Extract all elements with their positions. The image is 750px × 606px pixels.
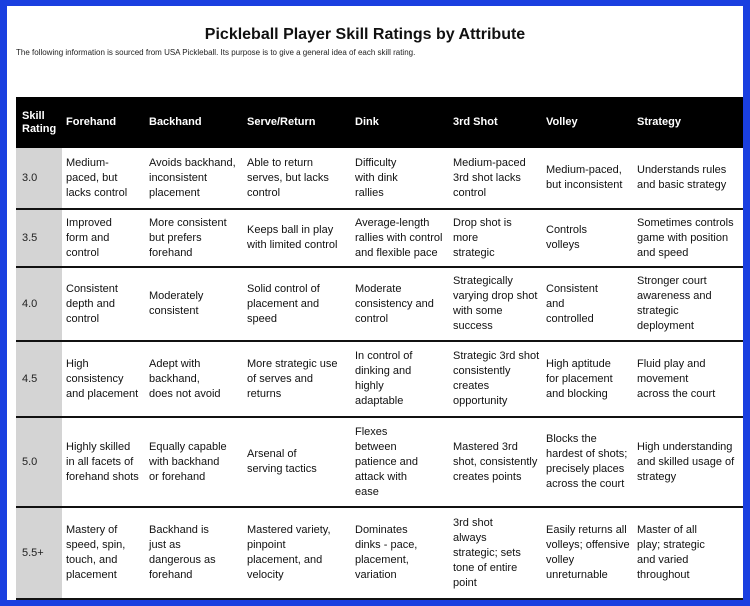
table-cell: In control of dinking and highly adaptable	[355, 350, 413, 407]
table-cell: Adept with backhand, does not avoid	[149, 357, 221, 400]
rating-cell: 5.5+	[16, 508, 62, 598]
table-row	[16, 268, 743, 340]
table-cell: Dominates dinks - pace, placement, variation	[355, 524, 418, 581]
table-cell: Easily returns all volleys; offensive volley unreturnable	[546, 524, 630, 581]
table-cell: Blocks the hardest of shots; precisely places across the court	[546, 433, 628, 490]
table-cell: Mastered variety, pinpoint placement, and velocity	[247, 524, 331, 581]
table-cell: Highly skilled in all facets of forehand shots	[66, 440, 139, 483]
rating-cell: 3.5	[16, 210, 62, 266]
table-cell: Backhand is just as dangerous as forehand	[149, 524, 216, 581]
column-header-strategy: Strategy	[637, 116, 682, 128]
table-cell: More consistent but prefers forehand	[149, 216, 227, 259]
table-row	[16, 342, 743, 416]
column-header-3rd-shot: 3rd Shot	[453, 116, 498, 128]
table-cell: High consistency and placement	[66, 357, 139, 400]
table-cell: Fluid play and movement across the court	[637, 357, 716, 400]
rating-cell: 4.0	[16, 268, 62, 340]
table-cell: Master of all play; strategic and varied throughout	[637, 524, 705, 581]
table-cell: Equally capable with backhand or forehand	[149, 440, 227, 483]
table-cell: 3rd shot always strategic; sets tone of entire point	[453, 516, 521, 589]
table-cell: High understanding and skilled usage of strategy	[637, 440, 735, 483]
table-cell: Flexes between patience and attack with ease	[355, 425, 418, 498]
rating-cell: 3.0	[16, 148, 62, 208]
table-cell: Consistent depth and control	[66, 282, 118, 325]
table-cell: Keeps ball in play with limited control	[247, 224, 338, 251]
table-cell: High aptitude for placement and blocking	[546, 357, 613, 400]
table-cell: Average-length rallies with control and flexible pace	[355, 216, 443, 259]
table-cell: Strategic 3rd shot consistently creates opportunity	[453, 350, 540, 407]
column-header-dink: Dink	[355, 116, 379, 128]
table-row	[16, 508, 743, 598]
column-header-skill-rating: Skill Rating	[22, 109, 57, 135]
table-cell: More strategic use of serves and returns	[247, 357, 338, 400]
table-cell: Solid control of placement and speed	[247, 282, 320, 325]
rating-cell: 5.0	[16, 418, 62, 506]
column-header-volley: Volley	[546, 116, 578, 128]
row-divider	[16, 598, 743, 600]
table-cell: Controls volleys	[546, 224, 587, 251]
table-cell: Moderate consistency and control	[355, 282, 434, 325]
column-header-backhand: Backhand	[149, 116, 202, 128]
table-cell: Able to return serves, but lacks control	[247, 156, 329, 199]
table-cell: Medium-paced, but inconsistent	[546, 164, 623, 191]
table-cell: Sometimes controls game with position and speed	[637, 216, 734, 259]
table-cell: Improved form and control	[66, 216, 112, 259]
table-cell: Drop shot is more strategic	[453, 216, 512, 259]
table-cell: Medium-paced 3rd shot lacks control	[453, 156, 526, 199]
table-cell: Stronger court awareness and strategic deployment	[637, 275, 712, 332]
table-cell: Avoids backhand, inconsistent placement	[149, 156, 236, 199]
column-header-forehand: Forehand	[66, 116, 117, 128]
table-row	[16, 210, 743, 266]
table-row	[16, 418, 743, 506]
table-cell: Mastered 3rd shot, consistently creates points	[453, 440, 538, 483]
document-page	[7, 6, 743, 600]
table-cell: Arsenal of serving tactics	[247, 448, 317, 475]
table-cell: Medium- paced, but lacks control	[66, 156, 128, 199]
page-subtitle: The following information is sourced from USA Pickleball. Its purpose is to give a general idea of each skill rating.	[16, 48, 416, 57]
table-cell: Mastery of speed, spin, touch, and placement	[66, 524, 126, 581]
column-header-serve-return: Serve/Return	[247, 116, 316, 128]
table-cell: Strategically varying drop shot with some success	[453, 275, 538, 332]
table-cell: Moderately consistent	[149, 290, 204, 317]
page-title: Pickleball Player Skill Ratings by Attribute	[204, 26, 526, 43]
table-header	[16, 97, 743, 148]
table-row	[16, 148, 743, 208]
table-cell: Consistent and controlled	[546, 282, 598, 325]
rating-cell: 4.5	[16, 342, 62, 416]
table-cell: Understands rules and basic strategy	[637, 164, 727, 191]
table-cell: Difficulty with dink rallies	[355, 156, 398, 199]
